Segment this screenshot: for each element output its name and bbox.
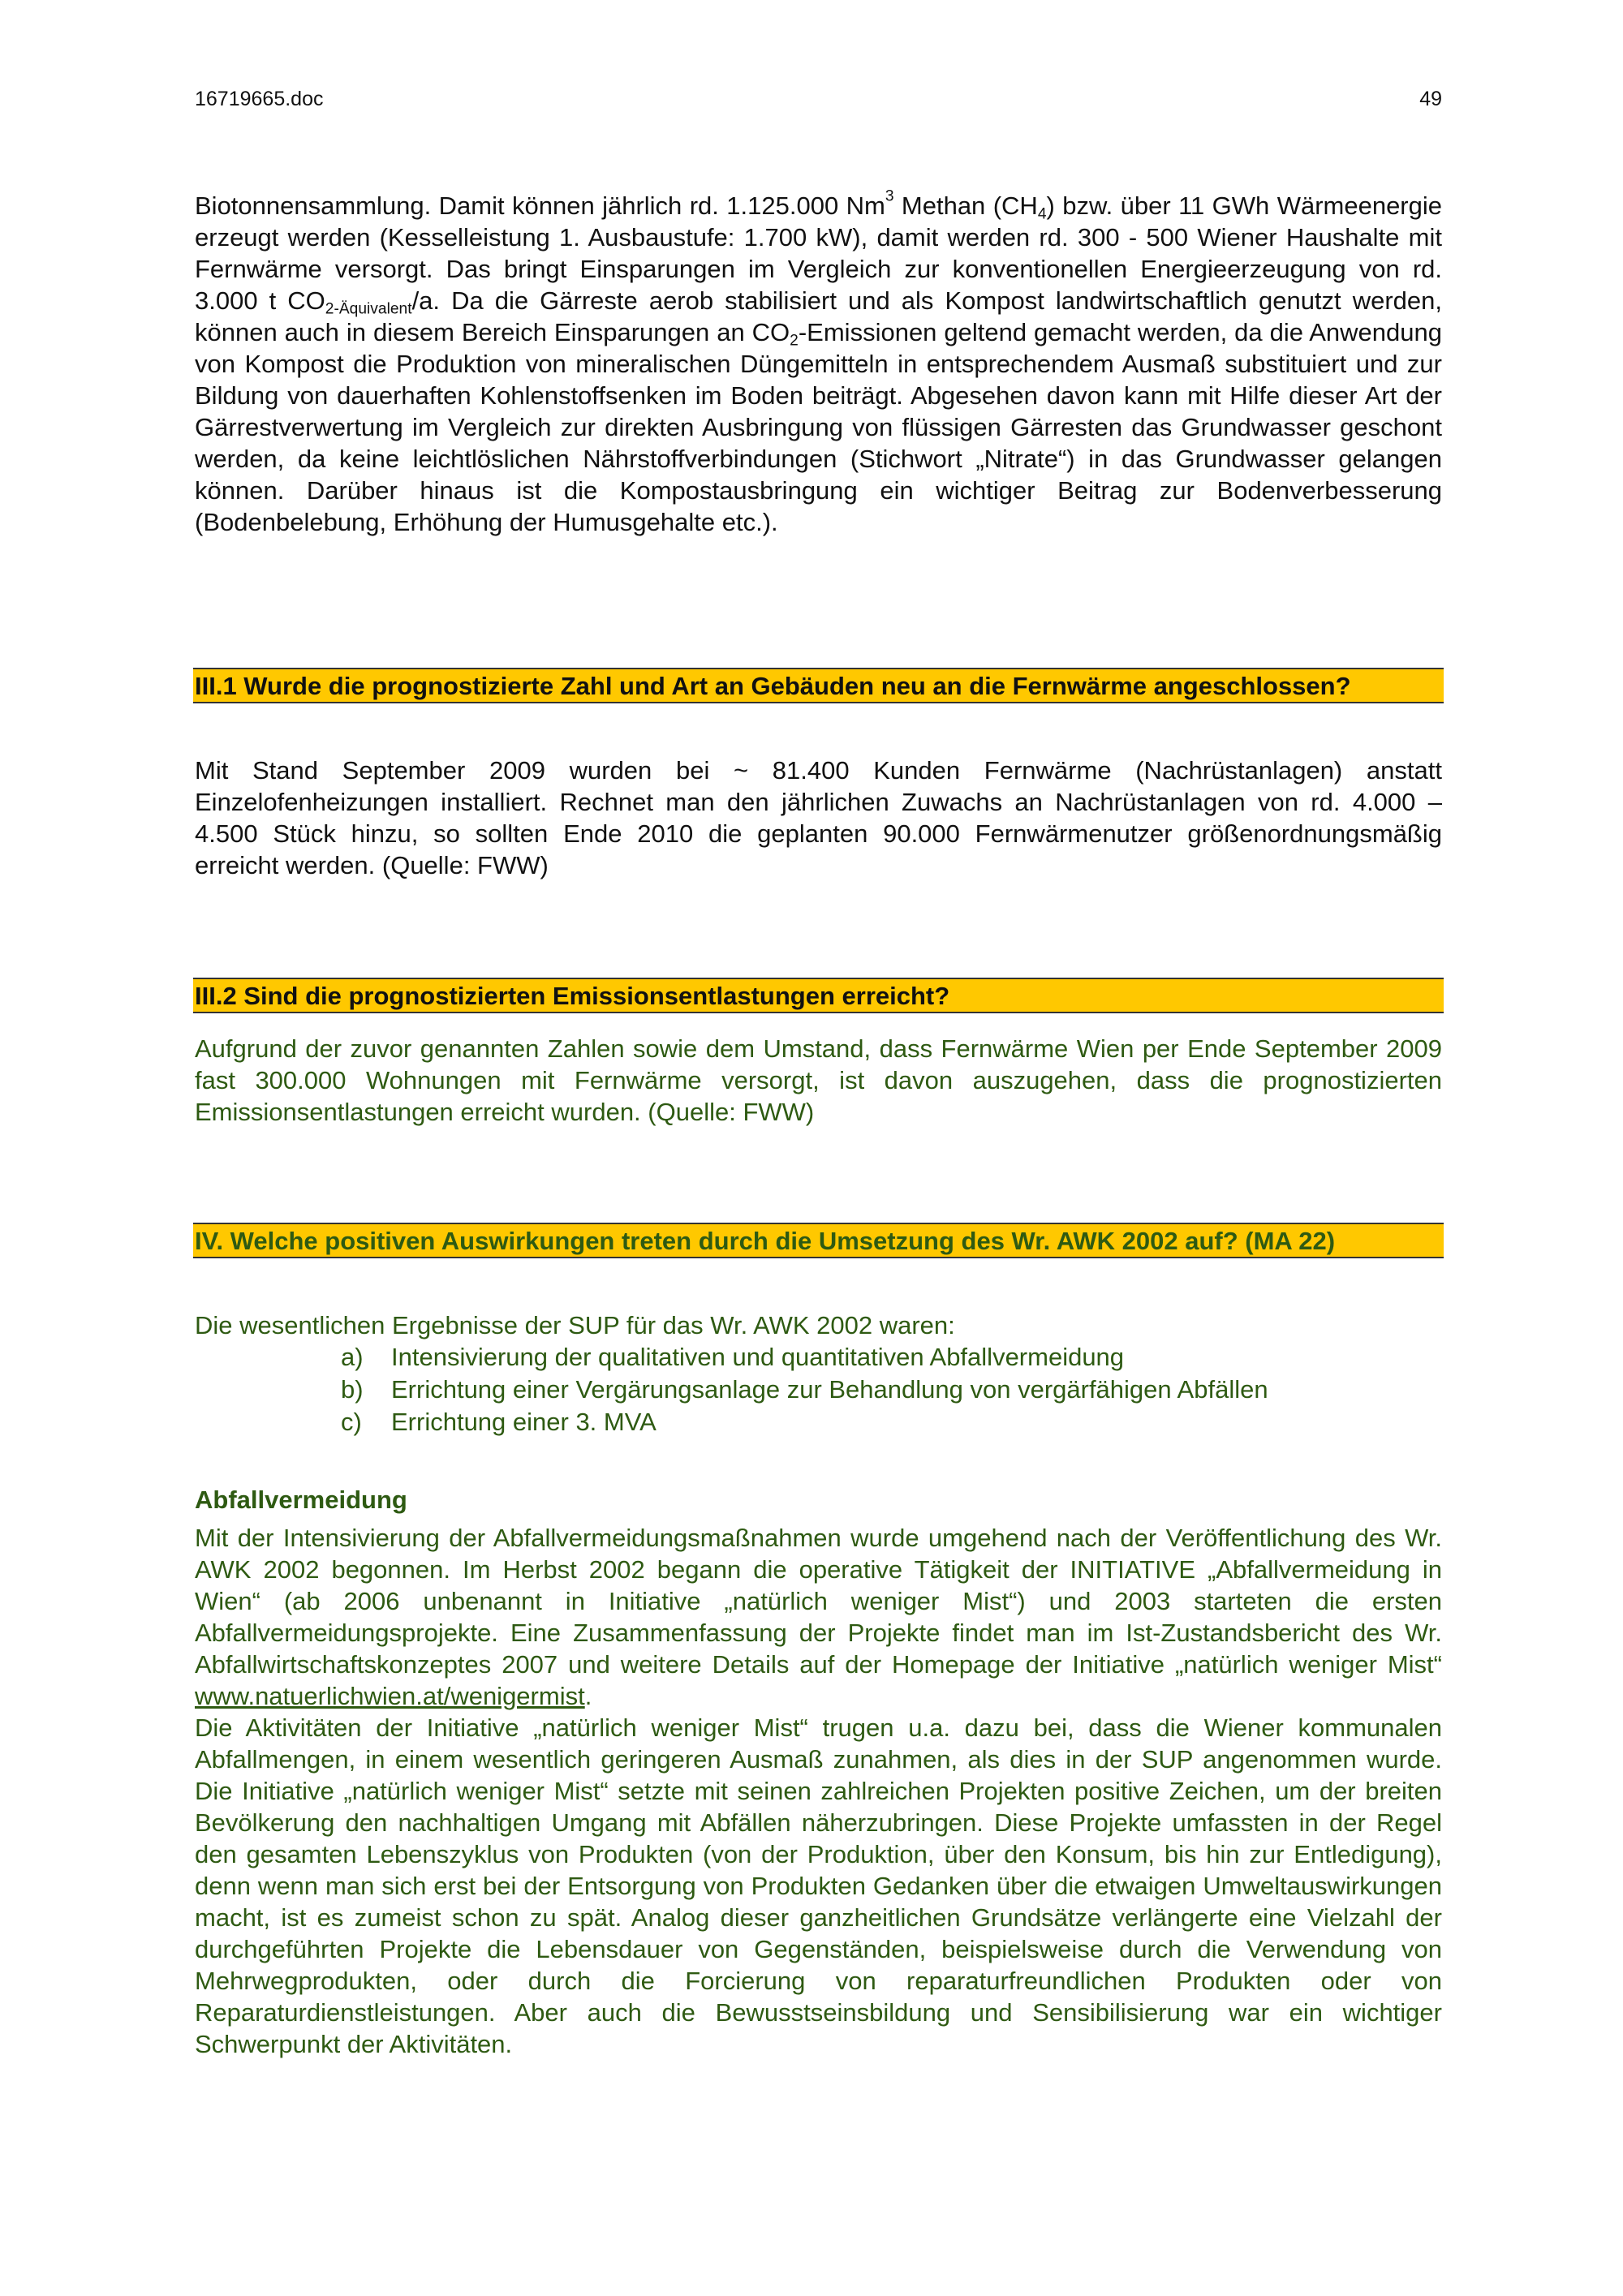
intro-text-1: Biotonnensammlung. Damit können jährlich rd. 1.125.000 Nm xyxy=(195,191,885,220)
section-iv-intro: Die wesentlichen Ergebnisse der SUP für das Wr. AWK 2002 waren: xyxy=(195,1311,955,1339)
list-marker: c) xyxy=(341,1408,362,1436)
subsection-title-abfallvermeidung: Abfallvermeidung xyxy=(195,1486,407,1514)
sentence-end: . xyxy=(584,1682,592,1710)
page-number: 49 xyxy=(1419,88,1442,110)
section-heading-iii2: III.2 Sind die prognostizierten Emissionsentlastungen erreicht? xyxy=(193,978,1444,1013)
section-iii2-body: Aufgrund der zuvor genannten Zahlen sowie dem Umstand, dass Fernwärme Wien per Ende September 2009 fast 300.000 Wohnungen mit Fernwärme versorgt, ist davon auszugehen, dass die prognostizierten Emissionsentlastungen erreicht wurden. (Quelle: FWW) xyxy=(195,1034,1442,1126)
list-item xyxy=(195,1374,1442,1406)
abfallvermeidung-text: Mit der Intensivierung der Abfallvermeidungsmaßnahmen wurde umgehend nach der Veröffentlichung des Wr. AWK 2002 begonnen. Im Herbst 2002 begann die operative Tätigkeit der INITIATIVE „Abfallvermeidung in Wien“ (ab 2006 unbenannt in Initiative „natürlich weniger Mist“) und 2003 starteten die ersten Abfallvermeidungsprojekte. Eine Zusammenfassung der Projekte findet man im Ist-Zustandsbericht des Wr. Abfallwirtschaftskonzeptes 2007 und weitere Details auf der Homepage der Initiative „natürlich weniger Mist“ xyxy=(195,1524,1442,1679)
list-item xyxy=(195,1406,1442,1438)
section-iii1-body: Mit Stand September 2009 wurden bei ~ 81.400 Kunden Fernwärme (Nachrüstanlagen) anstatt Einzelofenheizungen installiert. Rechnet man den jährlichen Zuwachs an Nachrüstanlagen von rd. 4.000 – 4.500 Stück hinzu, so sollten Ende 2010 die geplanten 90.000 Fernwärmenutzer größenordnungsmäßig erreicht werden. (Quelle: FWW) xyxy=(195,756,1442,879)
intro-text-4: /a. Da die Gärreste aerob stabilisiert und als Kompost landwirtschaftlich genutzt werden, können auch in diesem Bereich Einsparungen an CO xyxy=(195,286,1442,346)
abfallvermeidung-paragraph-2: Die Aktivitäten der Initiative „natürlich weniger Mist“ trugen u.a. dazu bei, dass die Wiener kommunalen Abfallmengen, in einem wesentlich geringeren Ausmaß zunahmen, als dies in der SUP angenommen wurde. Die Initiative „natürlich weniger Mist“ setzte mit seinen zahlreichen Projekten positive Zeichen, um der breiten Bevölkerung den nachhaltigen Umgang mit Abfällen näherzubringen. Diese Projekte umfassten in der Regel den gesamten Lebenszyklus von Produkten (von der Produktion, über den Konsum, bis hin zur Entledigung), denn wenn man sich erst bei der Entsorgung von Produkten Gedanken über die etwaigen Umweltauswirkungen macht, ist es zumeist schon zu spät. Analog dieser ganzheitlichen Grundsätze verlängerte eine Vielzahl der durchgeführten Projekte die Lebensdauer von Gegenständen, beispielsweise durch die Verwendung von Mehrwegprodukten, oder durch die Forcierung von reparaturfreundlichen Produkten oder von Reparaturdienstleistungen. Aber auch die Bewusstseinsbildung und Sensibilisierung war ein wichtiger Schwerpunkt der Aktivitäten. xyxy=(195,1713,1442,2058)
list-marker: a) xyxy=(341,1343,364,1371)
subscript-co2-equivalent: 2-Äquivalent xyxy=(325,300,412,318)
intro-text-2: Methan (CH xyxy=(893,191,1038,220)
superscript-3: 3 xyxy=(885,187,894,205)
list-item-text: Intensivierung der qualitativen und quantitativen Abfallvermeidung xyxy=(391,1343,1125,1371)
intro-text-5: -Emissionen geltend gemacht werden, da die Anwendung von Kompost die Produktion von mineralischen Düngemitteln in entsprechendem Ausmaß substituiert und zur Bildung von dauerhaften Kohlenstoffsenken im Boden beiträgt. Abgesehen davon kann mit Hilfe dieser Art der Gärrestverwertung im Vergleich zur direkten Ausbringung von flüssigen Gärresten das Grundwasser geschont werden, da keine leichtlöslichen Nährstoffverbindungen (Stichwort „Nitrate“) in das Grundwasser gelangen können. Darüber hinaus ist die Kompostausbringung ein wichtiger Beitrag zur Bodenverbesserung (Bodenbelebung, Erhöhung der Humusgehalte etc.). xyxy=(195,318,1443,536)
subscript-4: 4 xyxy=(1037,205,1047,223)
list-item-text: Errichtung einer Vergärungsanlage zur Behandlung von vergärfähigen Abfällen xyxy=(391,1375,1268,1404)
subscript-2: 2 xyxy=(790,332,799,350)
intro-text-3: ) bzw. über 11 GWh Wärmeenergie erzeugt werden (Kesselleistung 1. Ausbaustufe: 1.700 kW), damit werden rd. 300 - 500 Wiener Haushalte mit Fernwärme versorgt. Das bringt Einsparungen im Vergleich zur konventionellen Energieerzeugung von rd. 3.000 t CO xyxy=(195,191,1442,315)
section-heading-iv: IV. Welche positiven Auswirkungen treten durch die Umsetzung des Wr. AWK 2002 auf? (MA 22) xyxy=(193,1223,1444,1258)
abfallvermeidung-paragraph-1 xyxy=(195,1522,1442,1712)
section-heading-iii1: III.1 Wurde die prognostizierte Zahl und Art an Gebäuden neu an die Fernwärme angeschlossen? xyxy=(193,668,1444,703)
document-filename: 16719665.doc xyxy=(195,88,324,110)
list-marker: b) xyxy=(341,1375,364,1404)
initiative-homepage-link[interactable]: www.natuerlichwien.at/wenigermist xyxy=(195,1682,585,1710)
list-item-text: Errichtung einer 3. MVA xyxy=(391,1408,657,1436)
intro-paragraph xyxy=(195,187,1443,538)
list-item xyxy=(195,1341,1442,1374)
results-list xyxy=(195,1341,1442,1438)
